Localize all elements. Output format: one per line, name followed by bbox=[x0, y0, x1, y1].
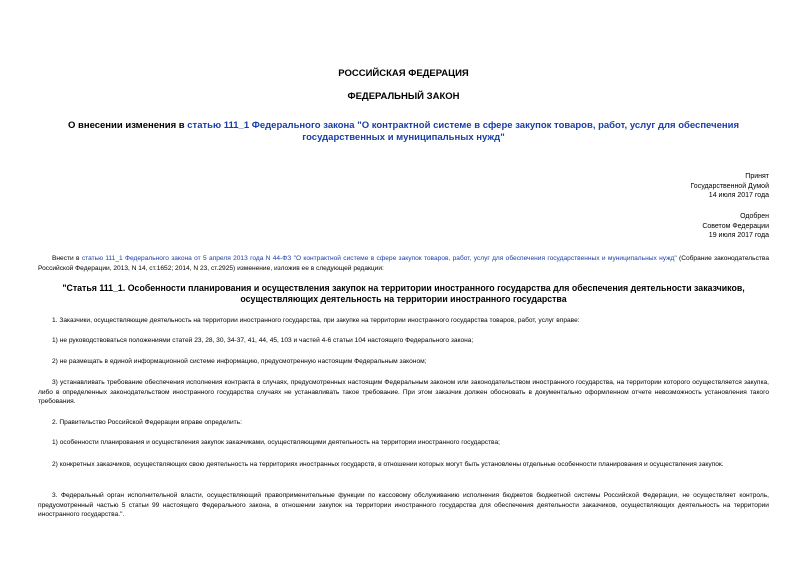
intro-after: (Собрание законодательства Российской Федерации, 2013, N 14, ст.1652; 2014, N 23, ст.2925) изменение, изложив ее в следующей редакции: bbox=[38, 255, 769, 272]
approval-line-1: Одобрен bbox=[740, 213, 769, 220]
paragraph-4: 3) устанавливать требование обеспечения исполнения контракта в случаях, предусмотренных настоящим Федеральным законом или законодательством иностранного государства, на территории которого осуществляется закупка, либо в определенных законодательством иностранного государства случаях не устанавливать такое требование. При этом заказчик должен обосновать в документально оформленном отчете невозможность установления такого требования. bbox=[38, 379, 769, 406]
law-title bbox=[55, 120, 752, 144]
approval-line-2: Советом Федерации bbox=[702, 222, 769, 230]
intro-paragraph bbox=[38, 254, 769, 273]
paragraph-1: 1. Заказчики, осуществляющие деятельность на территории иностранного государства, при закупке на территории иностранного государства товаров, работ, услуг вправе: bbox=[52, 317, 580, 324]
law-type-heading: ФЕДЕРАЛЬНЫЙ ЗАКОН bbox=[347, 91, 460, 102]
intro-before: Внести в bbox=[52, 255, 82, 262]
adoption-line-3: 14 июля 2017 года bbox=[708, 192, 769, 199]
intro-link[interactable]: статью 111_1 Федерального закона от 5 апреля 2013 года N 44-ФЗ "О контрактной системе в сфере закупок товаров, работ, услуг для обеспечения государственных и муниципальных нужд" bbox=[81, 255, 677, 262]
law-title-prefix: О внесении изменения в bbox=[67, 120, 188, 131]
paragraph-3: 2) не размещать в единой информационной системе информацию, предусмотренную настоящим Федеральным законом; bbox=[52, 358, 427, 365]
article-title: "Статья 111_1. Особенности планирования и осуществления закупок на территории иностранного государства для обеспечения деятельности заказчиков, осуществляющих деятельность на территории иностранного государства bbox=[62, 283, 745, 304]
law-title-link[interactable]: статью 111_1 Федерального закона "О контрактной системе в сфере закупок товаров, работ, услуг для обеспечения государственных и муниципальных нужд" bbox=[187, 120, 740, 143]
paragraph-8: 3. Федеральный орган исполнительной власти, осуществляющий правоприменительные функции по кассовому обслуживанию исполнения бюджетов бюджетной системы Российской Федерации, не осуществляет контроль, предусмотренный частью 5 статьи 99 настоящего Федерального закона, в отношении закупок на территории иностранного государства для обеспечения деятельности заказчиков, осуществляющих деятельность на территории иностранного государства.". bbox=[38, 492, 769, 519]
paragraph-2: 1) не руководствоваться положениями статей 23, 28, 30, 34-37, 41, 44, 45, 103 и частей 4-6 статьи 104 настоящего Федерального закона; bbox=[52, 337, 474, 344]
country-heading: РОССИЙСКАЯ ФЕДЕРАЦИЯ bbox=[338, 68, 469, 79]
adoption-block bbox=[690, 172, 769, 201]
paragraph-5: 2. Правительство Российской Федерации вправе определить: bbox=[52, 419, 242, 426]
paragraph-7: 2) конкретных заказчиков, осуществляющих свою деятельность на территориях иностранных государств, в отношении которых могут быть установлены отдельные особенности планирования и осуществления закупок. bbox=[52, 461, 724, 468]
adoption-line-2: Государственной Думой bbox=[690, 182, 769, 190]
approval-line-3: 19 июля 2017 года bbox=[708, 232, 769, 239]
approval-block bbox=[702, 212, 769, 241]
paragraph-6: 1) особенности планирования и осуществления закупок заказчиками, осуществляющими деятельность на территории иностранного государства; bbox=[52, 439, 500, 446]
adoption-line-1: Принят bbox=[745, 173, 769, 180]
